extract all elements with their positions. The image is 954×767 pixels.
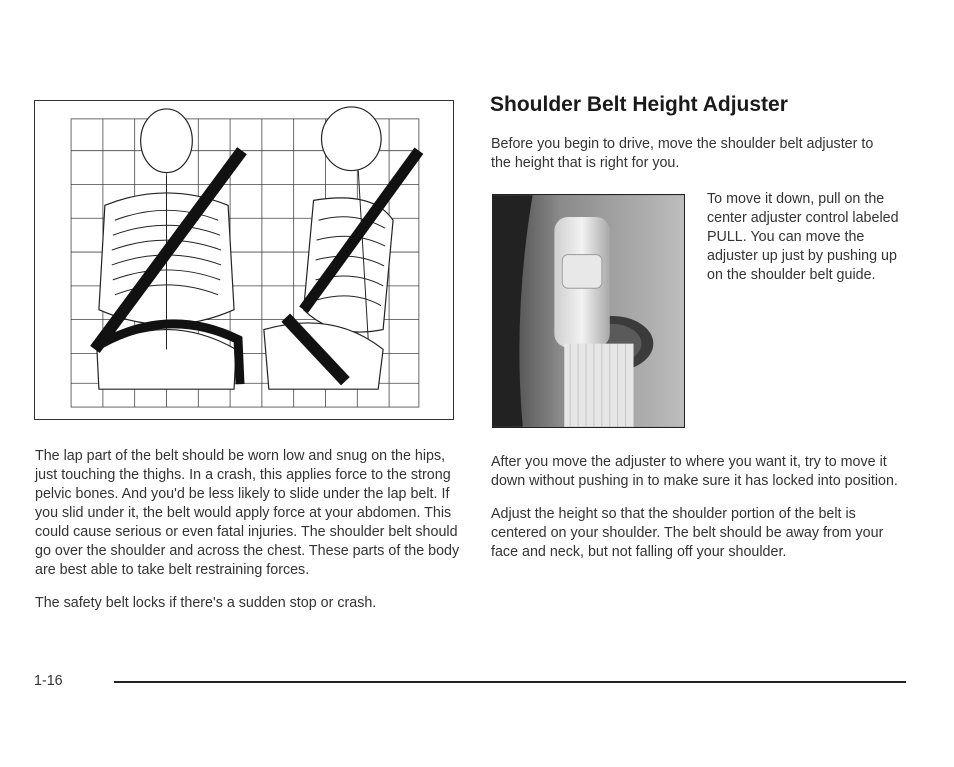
adjust-height-paragraph: Adjust the height so that the shoulder portion of the belt is centered on your shoulder. The belt should be away from your face and neck, but not falling off your shoulder. xyxy=(491,506,884,560)
intro-paragraph: Before you begin to drive, move the shoulder belt adjuster to the height that is right for you. xyxy=(491,136,874,171)
locks-paragraph: The safety belt locks if there's a sudden stop or crash. xyxy=(35,595,377,611)
right-column-text xyxy=(491,453,911,576)
belt-adjuster-icon xyxy=(493,195,684,427)
footer-rule xyxy=(114,681,906,683)
section-heading: Shoulder Belt Height Adjuster xyxy=(490,93,788,116)
lap-belt-paragraph: The lap part of the belt should be worn low and snug on the hips, just touching the thighs. In a crash, this applies force to the strong pelvic bones. And you'd be less likely to slide under the lap belt. If you slid under it, the belt would apply force at your abdomen. This could cause serious or even fatal injuries. The shoulder belt should go over the shoulder and across the chest. These parts of the body are best able to take belt restraining forces. xyxy=(35,448,460,578)
adjuster-photo xyxy=(492,194,685,428)
skeleton-belt-icon xyxy=(35,101,453,419)
move-down-paragraph: To move it down, pull on the center adjuster control labeled PULL. You can move the adjuster up just by pushing up on the shoulder belt guide. xyxy=(707,191,899,283)
page-number: 1-16 xyxy=(34,673,63,689)
after-move-paragraph: After you move the adjuster to where you want it, try to move it down without pushing in to make sure it has locked into position. xyxy=(491,454,898,489)
left-column-text xyxy=(35,447,460,627)
belt-position-illustration xyxy=(34,100,454,420)
